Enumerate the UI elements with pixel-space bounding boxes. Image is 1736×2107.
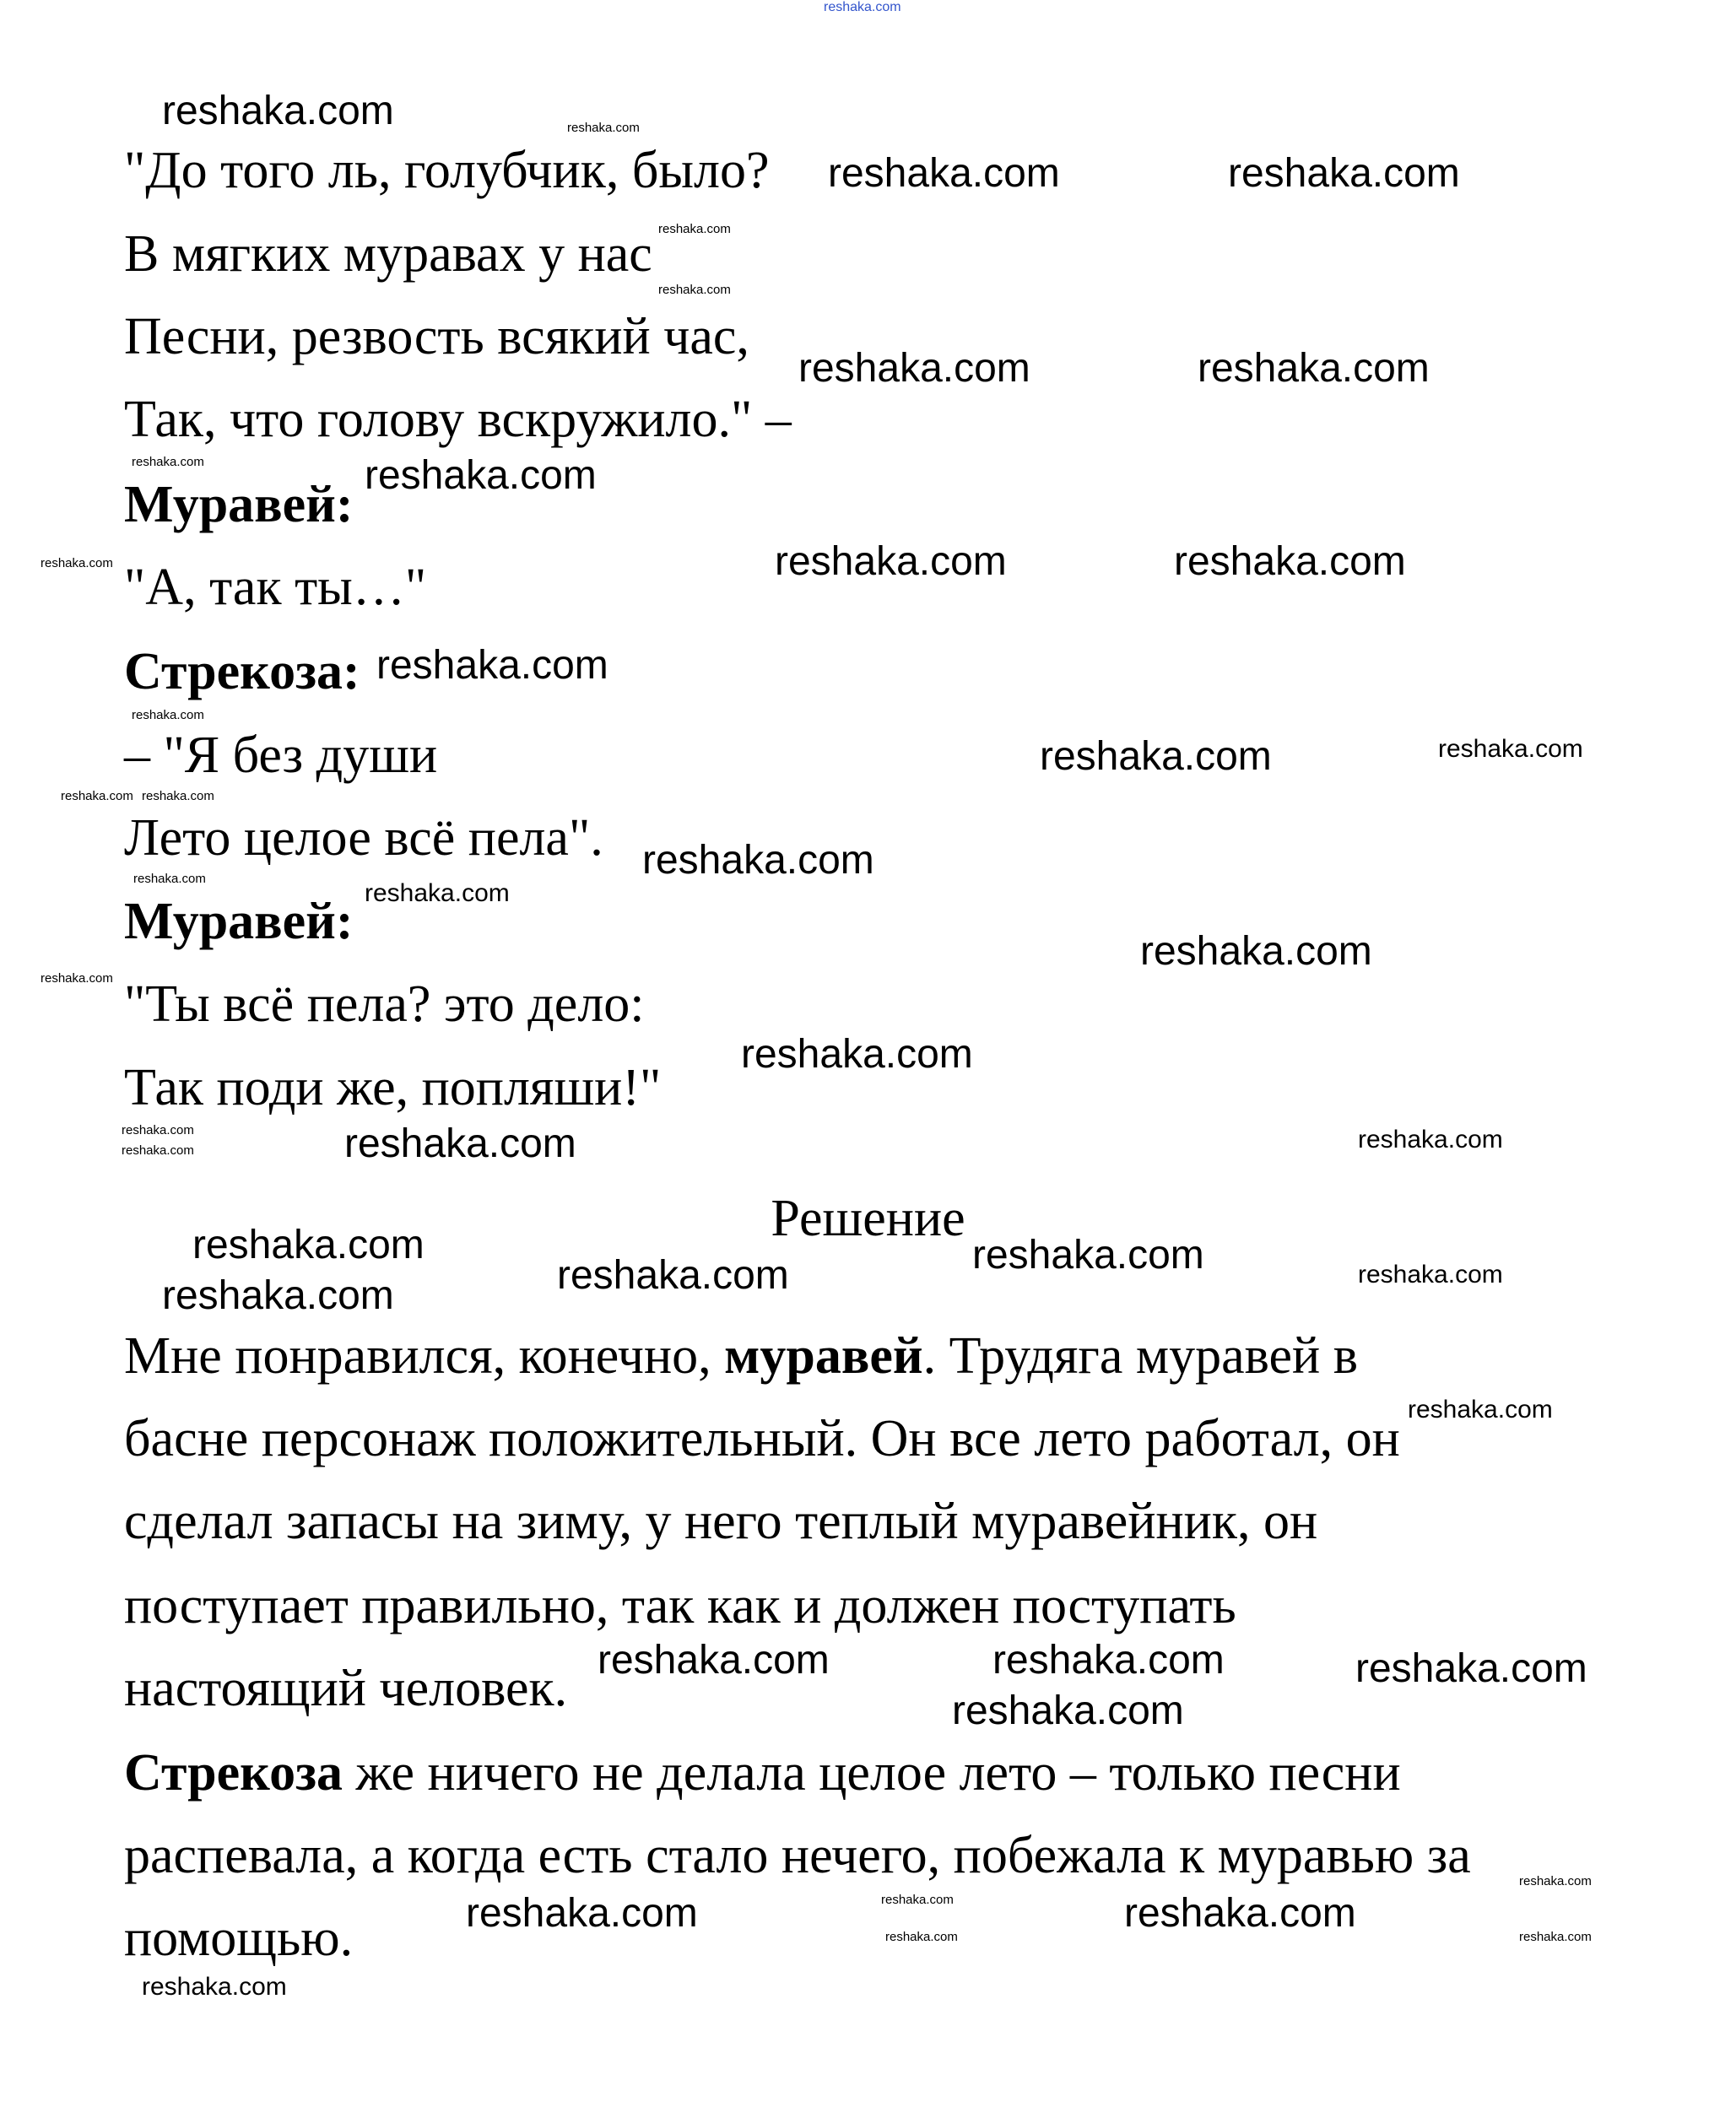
- watermark-text: reshaka.com: [132, 708, 204, 722]
- poem-line: Песни, резвость всякий час,: [124, 308, 749, 365]
- watermark-text: reshaka.com: [1519, 1874, 1592, 1888]
- solution-title: Решение: [771, 1190, 965, 1247]
- watermark-text: reshaka.com: [133, 872, 206, 886]
- poem-line: – "Я без души: [124, 727, 438, 784]
- watermark-text: reshaka.com: [192, 1223, 425, 1267]
- watermark-text: reshaka.com: [376, 643, 608, 688]
- watermark-text: reshaka.com: [142, 789, 214, 803]
- watermark-text: reshaka.com: [61, 789, 133, 803]
- watermark-text: reshaka.com: [344, 1121, 576, 1166]
- watermark-text: reshaka.com: [1198, 346, 1430, 391]
- watermark-text: reshaka.com: [567, 121, 640, 135]
- poem-line: В мягких муравах у нас: [124, 225, 652, 283]
- watermark-text: reshaka.com: [557, 1253, 789, 1298]
- watermark-text: reshaka.com: [824, 0, 901, 14]
- watermark-text: reshaka.com: [881, 1893, 954, 1907]
- text: Мне понравился, конечно,: [124, 1327, 725, 1385]
- poem-line: "Ты всё пела? это дело:: [124, 975, 645, 1033]
- poem-line: Лето целое всё пела".: [124, 809, 603, 867]
- watermark-text: reshaka.com: [142, 1973, 287, 2001]
- watermark-text: reshaka.com: [741, 1032, 973, 1077]
- watermark-text: reshaka.com: [1174, 539, 1406, 584]
- watermark-text: reshaka.com: [798, 346, 1030, 391]
- poem-line: "До того ль, голубчик, было?: [124, 142, 770, 199]
- watermark-text: reshaka.com: [162, 89, 394, 133]
- solution-line: распевала, а когда есть стало нечего, побежала к муравью за: [124, 1827, 1471, 1884]
- watermark-text: reshaka.com: [658, 283, 731, 297]
- speaker-label: Стрекоза:: [124, 643, 360, 700]
- watermark-text: reshaka.com: [365, 453, 597, 498]
- text: . Трудяга муравей в: [922, 1327, 1358, 1385]
- solution-line: сделал запасы на зиму, у него теплый муравейник, он: [124, 1493, 1318, 1550]
- watermark-text: reshaka.com: [122, 1143, 194, 1158]
- watermark-text: reshaka.com: [658, 222, 731, 236]
- watermark-text: reshaka.com: [1040, 734, 1272, 779]
- watermark-text: reshaka.com: [1408, 1396, 1553, 1424]
- watermark-text: reshaka.com: [972, 1233, 1204, 1278]
- watermark-text: reshaka.com: [132, 455, 204, 469]
- watermark-text: reshaka.com: [1140, 929, 1372, 974]
- watermark-text: reshaka.com: [1519, 1930, 1592, 1944]
- watermark-text: reshaka.com: [1438, 735, 1583, 763]
- watermark-text: reshaka.com: [122, 1123, 194, 1137]
- watermark-text: reshaka.com: [775, 539, 1007, 584]
- watermark-text: reshaka.com: [952, 1688, 1184, 1733]
- watermark-text: reshaka.com: [41, 971, 113, 986]
- watermark-text: reshaka.com: [1358, 1126, 1503, 1153]
- watermark-text: reshaka.com: [642, 838, 874, 883]
- watermark-text: reshaka.com: [1358, 1261, 1503, 1289]
- poem-line: "А, так ты…": [124, 559, 427, 616]
- poem-line: Так, что голову вскружило." –: [124, 391, 792, 448]
- solution-line: басне персонаж положительный. Он все лето работал, он: [124, 1410, 1400, 1467]
- watermark-text: reshaka.com: [1355, 1646, 1587, 1691]
- watermark-text: reshaka.com: [992, 1638, 1225, 1683]
- bold-text: Стрекоза: [124, 1744, 343, 1802]
- solution-line: [124, 1742, 1401, 1803]
- watermark-text: reshaka.com: [41, 556, 113, 570]
- watermark-text: reshaka.com: [885, 1930, 958, 1944]
- watermark-text: reshaka.com: [598, 1638, 830, 1683]
- solution-line: помощью.: [124, 1910, 354, 1967]
- watermark-text: reshaka.com: [828, 151, 1060, 196]
- poem-line: Так поди же, попляши!": [124, 1059, 662, 1116]
- speaker-label: Муравей:: [124, 476, 354, 533]
- text: же ничего не делала целое лето – только песни: [343, 1744, 1401, 1802]
- watermark-text: reshaka.com: [466, 1891, 698, 1936]
- watermark-text: reshaka.com: [1228, 151, 1460, 196]
- speaker-label: Муравей:: [124, 893, 354, 950]
- solution-line: настоящий человек.: [124, 1660, 568, 1717]
- solution-line: поступает правильно, так как и должен поступать: [124, 1577, 1236, 1634]
- watermark-text: reshaka.com: [365, 879, 510, 907]
- solution-line: [124, 1326, 1358, 1386]
- watermark-text: reshaka.com: [162, 1273, 394, 1318]
- watermark-text: reshaka.com: [1124, 1891, 1356, 1936]
- bold-text: муравей: [724, 1327, 923, 1385]
